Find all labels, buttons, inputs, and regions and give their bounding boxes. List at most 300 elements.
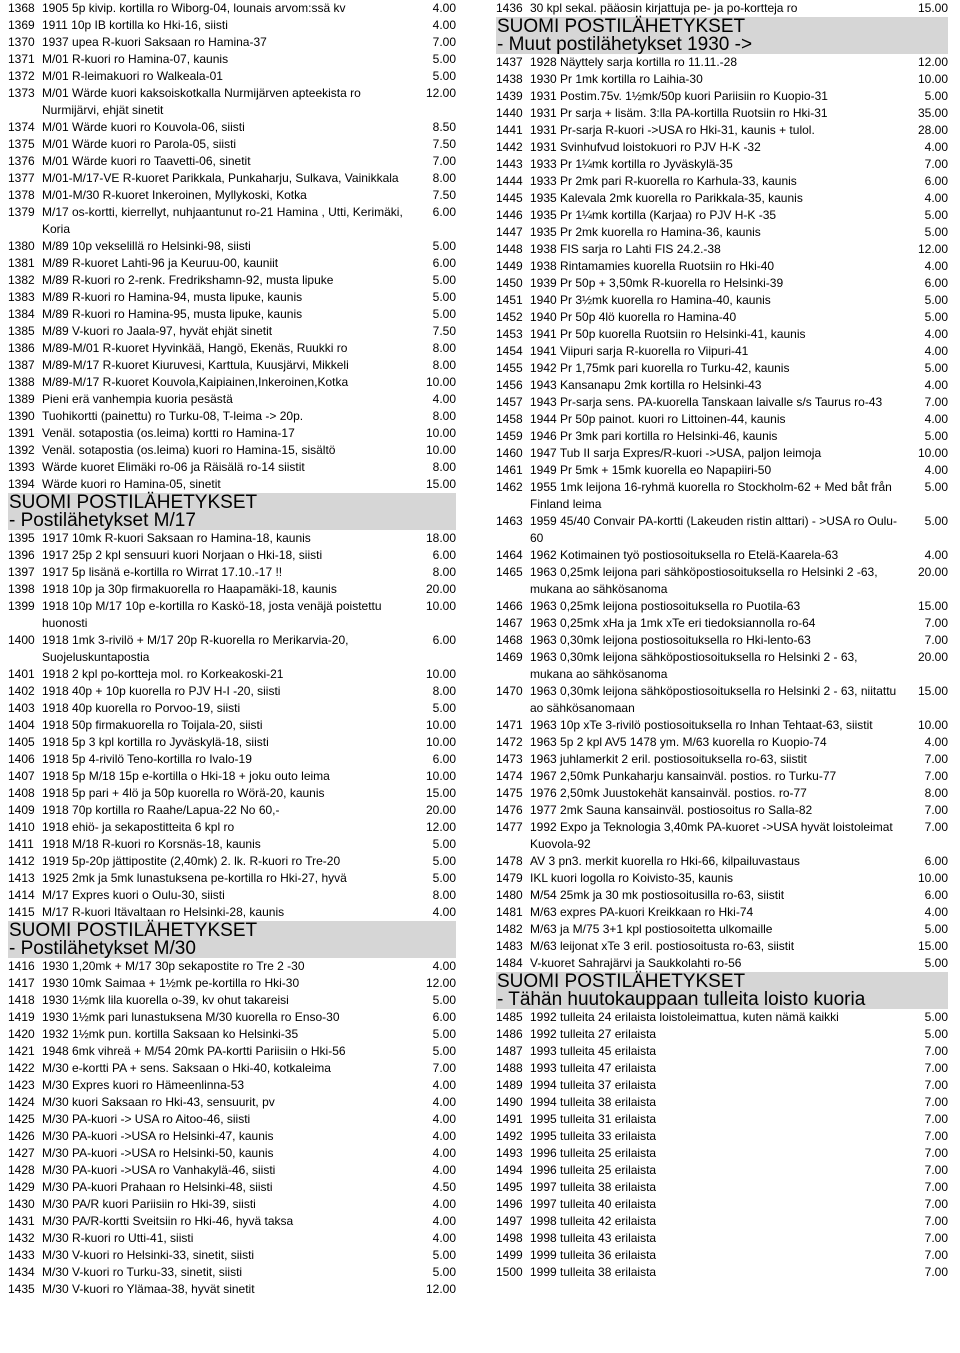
- lot-price: 10.00: [917, 72, 948, 86]
- lot-description: 1963 0,30mk leijona sähköpostiosoituksella ro Helsinki 2 - 63, mukana ao sähkösanoma: [530, 650, 858, 681]
- lot-description: 1940 Pr 50p 4lö kuorella ro Hamina-40: [530, 310, 737, 324]
- lot-row: [8, 581, 456, 598]
- lot-description: 1918 M/18 R-kuori ro Korsnäs-18, kaunis: [42, 837, 261, 851]
- lot-price: 7.00: [432, 1061, 456, 1075]
- lot-row: [496, 292, 948, 309]
- lot-price: 7.00: [924, 1112, 948, 1126]
- lot-price: 12.00: [917, 242, 948, 256]
- lot-price: 4.00: [924, 344, 948, 358]
- lot-number: 1443: [496, 157, 523, 171]
- lot-description: 1930 1,20mk + M/17 30p sekapostite ro Tre 2 -30: [42, 959, 305, 973]
- lot-description: Venäl. sotapostia (os.leima) kuori ro Hamina-15, sisältö: [42, 443, 336, 457]
- lot-price: 5.00: [432, 701, 456, 715]
- lot-price: 10.00: [425, 667, 456, 681]
- lot-row: [8, 238, 456, 255]
- lot-number: 1454: [496, 344, 523, 358]
- lot-row: [8, 425, 456, 442]
- lot-number: 1480: [496, 888, 523, 902]
- lot-number: 1391: [8, 426, 35, 440]
- lot-row: [496, 632, 948, 649]
- lot-price: 7.00: [924, 1197, 948, 1211]
- lot-row: [496, 887, 948, 904]
- lot-number: 1373: [8, 86, 35, 100]
- lot-price: 5.00: [924, 514, 948, 528]
- lot-description: M/17 Expres kuori o Oulu-30, siisti: [42, 888, 225, 902]
- lot-number: 1489: [496, 1078, 523, 1092]
- lot-price: 10.00: [425, 769, 456, 783]
- lot-price: 10.00: [425, 375, 456, 389]
- lot-description: 30 kpl sekal. pääosin kirjattuja pe- ja po-kortteja ro: [530, 1, 798, 15]
- lot-description: M/30 PA-kuori -> USA ro Aitoo-46, siisti: [42, 1112, 251, 1126]
- lot-price: 8.00: [432, 171, 456, 185]
- lot-number: 1446: [496, 208, 523, 222]
- lot-row: [496, 615, 948, 632]
- lot-row: [496, 1264, 948, 1281]
- lot-row: [8, 340, 456, 357]
- lot-price: 5.00: [924, 89, 948, 103]
- lot-description: M/30 V-kuori ro Turku-33, sinetit, siisti: [42, 1265, 243, 1279]
- lot-description: M/30 PA-kuori ->USA ro Vanhakylä-46, siisti: [42, 1163, 276, 1177]
- lot-row: [496, 1094, 948, 1111]
- lot-row: [8, 153, 456, 170]
- lot-price: 12.00: [425, 86, 456, 100]
- lot-number: 1437: [496, 55, 523, 69]
- lot-row: [496, 1196, 948, 1213]
- lot-number: 1442: [496, 140, 523, 154]
- lot-price: 4.00: [432, 959, 456, 973]
- lot-row: [8, 768, 456, 785]
- lot-description: 1993 tulleita 47 erilaista: [530, 1061, 657, 1075]
- section-header: [496, 17, 948, 54]
- lot-description: 1992 tulleita 24 erilaista loistoleimattua, kuten nämä kaikki: [530, 1010, 839, 1024]
- lot-number: 1425: [8, 1112, 35, 1126]
- lot-price: 5.00: [432, 290, 456, 304]
- lot-price: 7.50: [432, 137, 456, 151]
- lot-number: 1471: [496, 718, 523, 732]
- lot-price: 10.00: [917, 446, 948, 460]
- lot-price: 15.00: [917, 684, 948, 698]
- lot-description: IKL kuori logolla ro Koivisto-35, kaunis: [530, 871, 733, 885]
- lot-row: [496, 598, 948, 615]
- lot-description: 1963 5p 2 kpl AV5 1478 ym. M/63 kuorella ro Kuopio-74: [530, 735, 827, 749]
- lot-row: [496, 751, 948, 768]
- lot-row: [496, 88, 948, 105]
- lot-description: 1944 Pr 50p painot. kuori ro Littoinen-44, kaunis: [530, 412, 786, 426]
- lot-row: [496, 71, 948, 88]
- lot-row: [8, 204, 456, 238]
- lot-description: 1925 2mk ja 5mk lunastuksena pe-kortilla ro Hki-27, hyvä: [42, 871, 347, 885]
- lot-description: 1938 Rintamamies kuorella Ruotsiin ro Hki-40: [530, 259, 775, 273]
- lot-description: 1998 tulleita 43 erilaista: [530, 1231, 657, 1245]
- lot-row: [8, 700, 456, 717]
- lot-price: 7.50: [432, 324, 456, 338]
- lot-description: 1967 2,50mk Punkaharju kansainväl. postios. ro Turku-77: [530, 769, 837, 783]
- lot-row: [496, 343, 948, 360]
- lot-description: 1917 5p lisänä e-kortilla ro Wirrat 17.10.-17 !!: [42, 565, 283, 579]
- lot-row: [8, 187, 456, 204]
- lot-price: 10.00: [425, 443, 456, 457]
- lot-price: 6.00: [924, 174, 948, 188]
- lot-description: M/30 PA-kuori Prahaan ro Helsinki-48, siisti: [42, 1180, 273, 1194]
- lot-price: 7.00: [924, 395, 948, 409]
- lot-description: 1918 5p M/18 15p e-kortilla o Hki-18 + joku outo leima: [42, 769, 330, 783]
- lot-row: [496, 275, 948, 292]
- lot-price: 10.00: [425, 426, 456, 440]
- lot-price: 5.00: [432, 1248, 456, 1262]
- lot-description: M/30 PA-kuori ->USA ro Helsinki-47, kaunis: [42, 1129, 274, 1143]
- lot-number: 1456: [496, 378, 523, 392]
- lot-description: M/30 PA/R kuori Pariisiin ro Hki-39, siisti: [42, 1197, 256, 1211]
- lot-number: 1376: [8, 154, 35, 168]
- left-column: [8, 0, 456, 1298]
- lot-row: [496, 853, 948, 870]
- lot-price: 4.00: [432, 1112, 456, 1126]
- lot-row: [496, 649, 948, 683]
- lot-price: 5.00: [432, 69, 456, 83]
- lot-price: 4.00: [924, 327, 948, 341]
- lot-row: [8, 289, 456, 306]
- lot-price: 4.00: [432, 1214, 456, 1228]
- lot-description: 1918 10p ja 30p firmakuorella ro Haapamäki-18, kaunis: [42, 582, 337, 596]
- lot-price: 5.00: [924, 1010, 948, 1024]
- lot-number: 1372: [8, 69, 35, 83]
- lot-description: M/01-M/30 R-kuoret Inkeroinen, Myllykoski, Kotka: [42, 188, 307, 202]
- lot-description: 1999 tulleita 38 erilaista: [530, 1265, 657, 1279]
- lot-row: [8, 1060, 456, 1077]
- lot-price: 5.00: [432, 307, 456, 321]
- lot-row: [496, 921, 948, 938]
- lot-description: 1997 tulleita 38 erilaista: [530, 1180, 657, 1194]
- lot-price: 7.00: [924, 616, 948, 630]
- lot-row: [496, 547, 948, 564]
- lot-number: 1402: [8, 684, 35, 698]
- lot-row: [496, 377, 948, 394]
- lot-description: 1963 0,30mk leijona postiosoituksella ro Hki-lento-63: [530, 633, 811, 647]
- lot-row: [496, 122, 948, 139]
- section-header: [8, 493, 456, 530]
- lot-row: [496, 717, 948, 734]
- lot-row: [8, 785, 456, 802]
- lot-row: [496, 411, 948, 428]
- lot-number: 1449: [496, 259, 523, 273]
- lot-price: 7.00: [924, 1265, 948, 1279]
- lot-description: M/01 Wärde kuori ro Kouvola-06, siisti: [42, 120, 245, 134]
- lot-description: Tuohikortti (painettu) ro Turku-08, T-leima -> 20p.: [42, 409, 304, 423]
- lot-description: 1930 1½mk lila kuorella o-39, kv ohut takareisi: [42, 993, 289, 1007]
- lot-description: 1918 40p kuorella ro Porvoo-19, siisti: [42, 701, 241, 715]
- lot-row: [496, 258, 948, 275]
- lot-number: 1478: [496, 854, 523, 868]
- lot-description: M/17 R-kuori Itävaltaan ro Helsinki-28, kaunis: [42, 905, 285, 919]
- lot-row: [496, 207, 948, 224]
- lot-description: 1976 2,50mk Juustokehät kansainväl. postios. ro-77: [530, 786, 807, 800]
- lot-row: [496, 734, 948, 751]
- lot-number: 1375: [8, 137, 35, 151]
- section-subtitle: - Postilähetykset M/17: [9, 509, 196, 531]
- lot-row: [496, 0, 948, 17]
- lot-row: [8, 408, 456, 425]
- lot-number: 1394: [8, 477, 35, 491]
- lot-row: [496, 768, 948, 785]
- lot-row: [496, 870, 948, 887]
- lot-number: 1380: [8, 239, 35, 253]
- lot-description: 1930 Pr 1mk kortilla ro Laihia-30: [530, 72, 703, 86]
- lot-number: 1406: [8, 752, 35, 766]
- lot-price: 5.00: [924, 922, 948, 936]
- lot-row: [496, 1162, 948, 1179]
- lot-description: 1992 Expo ja Teknologia 3,40mk PA-kuoret ->USA hyvät loistoleimat Kuovola-92: [530, 820, 893, 851]
- lot-price: 4.00: [432, 1231, 456, 1245]
- lot-description: 1977 2mk Sauna kansainväl. postiosoitus ro Salla-82: [530, 803, 813, 817]
- lot-price: 4.00: [924, 191, 948, 205]
- lot-number: 1453: [496, 327, 523, 341]
- lot-description: 1941 Pr 50p kuorella Ruotsiin ro Helsinki-41, kaunis: [530, 327, 806, 341]
- lot-description: M/89-M/17 R-kuoret Kiuruvesi, Karttula, Kuusjärvi, Mikkeli: [42, 358, 349, 372]
- lot-price: 5.00: [432, 871, 456, 885]
- lot-description: 1963 0,25mk leijona pari sähköpostiosoituksella ro Helsinki 2 -63, mukana ao sähkösanoma: [530, 565, 878, 596]
- lot-price: 4.50: [432, 1180, 456, 1194]
- lot-row: [496, 1213, 948, 1230]
- lot-number: 1469: [496, 650, 523, 664]
- lot-number: 1455: [496, 361, 523, 375]
- lot-description: 1940 Pr 3½mk kuorella ro Hamina-40, kaunis: [530, 293, 771, 307]
- lot-number: 1500: [496, 1265, 523, 1279]
- lot-number: 1398: [8, 582, 35, 596]
- lot-description: 1995 tulleita 33 erilaista: [530, 1129, 657, 1143]
- lot-number: 1428: [8, 1163, 35, 1177]
- lot-number: 1415: [8, 905, 35, 919]
- section-header: [8, 921, 456, 958]
- lot-description: M/89-M/17 R-kuoret Kouvola,Kaipiainen,Inkeroinen,Kotka: [42, 375, 349, 389]
- lot-number: 1438: [496, 72, 523, 86]
- lot-row: [496, 1230, 948, 1247]
- lot-number: 1463: [496, 514, 523, 528]
- lot-row: [8, 1230, 456, 1247]
- lot-description: M/01 Wärde kuori ro Taavetti-06, sinetit: [42, 154, 251, 168]
- lot-description: 1993 tulleita 45 erilaista: [530, 1044, 657, 1058]
- lot-price: 6.00: [432, 752, 456, 766]
- lot-price: 5.00: [924, 225, 948, 239]
- lot-row: [496, 802, 948, 819]
- lot-description: M/89 V-kuori ro Jaala-97, hyvät ehjät sinetit: [42, 324, 273, 338]
- lot-row: [496, 819, 948, 853]
- right-column: [496, 0, 948, 1281]
- lot-number: 1450: [496, 276, 523, 290]
- lot-description: AV 3 pn3. merkit kuorella ro Hki-66, kilpailuvastaus: [530, 854, 800, 868]
- lot-number: 1464: [496, 548, 523, 562]
- lot-row: [8, 547, 456, 564]
- lot-price: 7.00: [924, 769, 948, 783]
- lot-row: [496, 1111, 948, 1128]
- lot-price: 10.00: [917, 718, 948, 732]
- lot-price: 4.00: [432, 1129, 456, 1143]
- lot-number: 1468: [496, 633, 523, 647]
- lot-description: 1917 25p 2 kpl sensuuri kuori Norjaan o Hki-18, siisti: [42, 548, 323, 562]
- lot-description: 1930 10mk Saimaa + 1½mk pe-kortilla ro Hki-30: [42, 976, 300, 990]
- lot-description: 1918 1mk 3-rivilö + M/17 20p R-kuorella ro Merikarvia-20, Suojeluskuntapostia: [42, 633, 349, 664]
- lot-row: [8, 734, 456, 751]
- lot-price: 8.00: [432, 341, 456, 355]
- lot-row: [496, 139, 948, 156]
- lot-row: [8, 1247, 456, 1264]
- lot-number: 1439: [496, 89, 523, 103]
- lot-description: M/30 kuori Saksaan ro Hki-43, sensuurit, pv: [42, 1095, 275, 1109]
- lot-row: [8, 598, 456, 632]
- lot-row: [8, 992, 456, 1009]
- lot-number: 1377: [8, 171, 35, 185]
- lot-row: [496, 394, 948, 411]
- lot-price: 5.00: [432, 993, 456, 1007]
- lot-description: 1935 Pr 1¼mk kortilla (Karjaa) ro PJV H-K -35: [530, 208, 777, 222]
- lot-number: 1495: [496, 1180, 523, 1194]
- lot-price: 5.00: [924, 1027, 948, 1041]
- lot-number: 1473: [496, 752, 523, 766]
- lot-row: [496, 564, 948, 598]
- lot-description: M/30 Expres kuori ro Hämeenlinna-53: [42, 1078, 245, 1092]
- lot-number: 1492: [496, 1129, 523, 1143]
- lot-number: 1370: [8, 35, 35, 49]
- lot-price: 15.00: [425, 786, 456, 800]
- lot-number: 1451: [496, 293, 523, 307]
- lot-description: 1963 0,30mk leijona sähköpostiosoituksella ro Helsinki 2 - 63, niitattu ao sähkösanomaan: [530, 684, 897, 715]
- lot-description: 1939 Pr 50p + 3,50mk R-kuorella ro Helsinki-39: [530, 276, 784, 290]
- lot-price: 4.00: [432, 18, 456, 32]
- lot-number: 1472: [496, 735, 523, 749]
- lot-price: 12.00: [917, 55, 948, 69]
- section-title: SUOMI POSTILÄHETYKSET: [497, 971, 746, 992]
- lot-price: 18.00: [425, 531, 456, 545]
- lot-price: 6.00: [432, 256, 456, 270]
- lot-row: [496, 1179, 948, 1196]
- lot-row: [8, 853, 456, 870]
- lot-number: 1496: [496, 1197, 523, 1211]
- lot-price: 5.00: [924, 310, 948, 324]
- lot-description: 1931 Pr sarja + lisäm. 3:lla PA-kortilla Ruotsiin ro Hki-31: [530, 106, 828, 120]
- lot-price: 7.00: [924, 1078, 948, 1092]
- lot-number: 1462: [496, 480, 523, 494]
- lot-row: [8, 374, 456, 391]
- lot-description: M/30 R-kuori ro Utti-41, siisti: [42, 1231, 194, 1245]
- lot-number: 1497: [496, 1214, 523, 1228]
- lot-row: [496, 904, 948, 921]
- lot-row: [8, 904, 456, 921]
- lot-price: 6.00: [924, 888, 948, 902]
- lot-description: 1932 1½mk pun. kortilla Saksaan ko Helsinki-35: [42, 1027, 299, 1041]
- lot-row: [496, 785, 948, 802]
- lot-description: M/63 ja M/75 3+1 kpl postiosoitetta ulkomaille: [530, 922, 773, 936]
- lot-price: 5.00: [924, 956, 948, 970]
- lot-description: 1963 juhlamerkit 2 eril. postiosoituksella ro-63, siistit: [530, 752, 807, 766]
- lot-description: 1997 tulleita 40 erilaista: [530, 1197, 657, 1211]
- lot-price: 8.00: [432, 684, 456, 698]
- lot-number: 1393: [8, 460, 35, 474]
- lot-number: 1407: [8, 769, 35, 783]
- lot-row: [496, 683, 948, 717]
- lot-row: [8, 1128, 456, 1145]
- lot-description: 1995 tulleita 31 erilaista: [530, 1112, 657, 1126]
- lot-description: 1918 5p pari + 4lö ja 50p kuorella ro Wörä-20, kaunis: [42, 786, 325, 800]
- lot-description: 1918 ehiö- ja sekapostitteita 6 kpl ro: [42, 820, 235, 834]
- lot-description: M/17 os-kortti, kierrellyt, nuhjaantunut ro-21 Hamina , Utti, Kerimäki, Koria: [42, 205, 403, 236]
- lot-row: [496, 105, 948, 122]
- lot-row: [496, 428, 948, 445]
- lot-row: [496, 955, 948, 972]
- lot-number: 1429: [8, 1180, 35, 1194]
- lot-number: 1436: [496, 1, 523, 15]
- section-subtitle: - Tähän huutokauppaan tulleita loisto kuoria: [497, 988, 866, 1010]
- lot-row: [8, 1009, 456, 1026]
- lot-description: 1919 5p-20p jättipostite (2,40mk) 2. lk. R-kuori ro Tre-20: [42, 854, 341, 868]
- lot-row: [8, 255, 456, 272]
- lot-price: 7.00: [924, 1146, 948, 1160]
- lot-row: [8, 476, 456, 493]
- lot-number: 1482: [496, 922, 523, 936]
- lot-number: 1395: [8, 531, 35, 545]
- lot-number: 1441: [496, 123, 523, 137]
- lot-description: 1946 Pr 3mk pari kortilla ro Helsinki-46, kaunis: [530, 429, 778, 443]
- lot-number: 1401: [8, 667, 35, 681]
- lot-price: 10.00: [917, 871, 948, 885]
- lot-price: 4.00: [432, 1078, 456, 1092]
- lot-price: 8.50: [432, 120, 456, 134]
- lot-description: 1955 1mk leijona 16-ryhmä kuorella ro Stockholm-62 + Med båt från Finland leima: [530, 480, 892, 511]
- lot-price: 5.00: [924, 429, 948, 443]
- lot-number: 1424: [8, 1095, 35, 1109]
- lot-row: [8, 530, 456, 547]
- lot-number: 1435: [8, 1282, 35, 1296]
- lot-price: 8.00: [432, 888, 456, 902]
- lot-price: 7.00: [924, 1044, 948, 1058]
- lot-description: 1943 Kansanapu 2mk kortilla ro Helsinki-43: [530, 378, 762, 392]
- lot-description: 1994 tulleita 37 erilaista: [530, 1078, 657, 1092]
- lot-description: M/01 R-kuori ro Hamina-07, kaunis: [42, 52, 229, 66]
- lot-description: 1931 Svinhufvud loistokuori ro PJV H-K -32: [530, 140, 761, 154]
- lot-number: 1379: [8, 205, 35, 219]
- lot-description: 1935 Kalevala 2mk kuorella ro Parikkala-35, kaunis: [530, 191, 803, 205]
- lot-price: 4.00: [924, 259, 948, 273]
- lot-number: 1383: [8, 290, 35, 304]
- lot-number: 1404: [8, 718, 35, 732]
- lot-price: 15.00: [917, 1, 948, 15]
- lot-row: [496, 1247, 948, 1264]
- lot-row: [8, 1196, 456, 1213]
- lot-description: Pieni erä vanhempia kuoria pesästä: [42, 392, 233, 406]
- lot-price: 4.00: [432, 1163, 456, 1177]
- lot-number: 1487: [496, 1044, 523, 1058]
- lot-number: 1490: [496, 1095, 523, 1109]
- lot-row: [8, 85, 456, 119]
- lot-price: 5.00: [432, 239, 456, 253]
- lot-number: 1408: [8, 786, 35, 800]
- lot-description: Wärde kuori ro Hamina-05, sinetit: [42, 477, 221, 491]
- lot-row: [496, 1043, 948, 1060]
- lot-number: 1434: [8, 1265, 35, 1279]
- lot-number: 1409: [8, 803, 35, 817]
- lot-price: 7.00: [924, 1180, 948, 1194]
- lot-price: 7.00: [924, 157, 948, 171]
- lot-number: 1465: [496, 565, 523, 579]
- lot-number: 1476: [496, 803, 523, 817]
- lot-number: 1422: [8, 1061, 35, 1075]
- lot-price: 7.00: [924, 1231, 948, 1245]
- lot-row: [496, 513, 948, 547]
- lot-price: 6.00: [924, 276, 948, 290]
- lot-row: [496, 479, 948, 513]
- lot-row: [8, 119, 456, 136]
- lot-number: 1392: [8, 443, 35, 457]
- lot-description: M/54 25mk ja 30 mk postiosoitusilla ro-63, siistit: [530, 888, 785, 902]
- lot-price: 4.00: [924, 412, 948, 426]
